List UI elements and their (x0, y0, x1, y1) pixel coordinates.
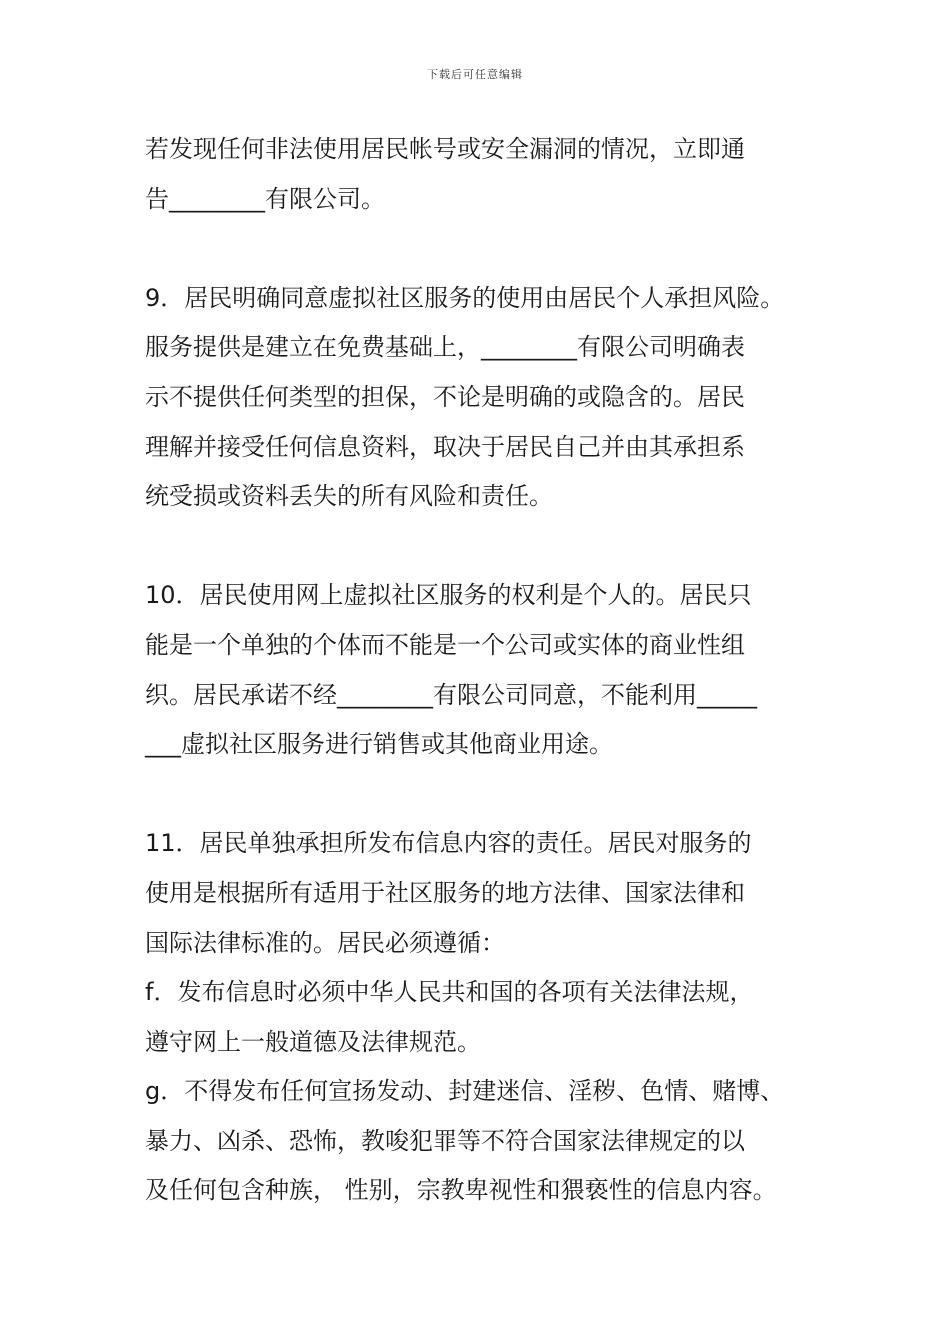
document-body (145, 125, 845, 1216)
paragraph-item-9 (145, 274, 845, 522)
text-line: g．不得发布任何宣扬发动、封建迷信、淫秽、色情、赌博、 (145, 1077, 785, 1106)
text-line: 10．居民使用网上虚拟社区服务的权利是个人的。居民只 (145, 581, 752, 610)
text-line: 若发现任何非法使用居民帐号或安全漏洞的情况，立即通 (145, 135, 745, 163)
paragraph-item-11 (145, 819, 845, 1216)
text-line: 11．居民单独承担所发布信息内容的责任。居民对服务的 (145, 829, 752, 858)
paragraph-spacer (145, 224, 845, 274)
text-line: ___虚拟社区服务进行销售或其他商业用途。 (145, 730, 613, 759)
text-line: 统受损或资料丢失的所有风险和责任。 (145, 482, 553, 511)
text-line: 遵守网上一般道德及法律规范。 (145, 1027, 481, 1056)
text-line: 及任何包含种族， 性别，宗教卑视性和猥亵性的信息内容。 (145, 1176, 777, 1205)
text-line: 能是一个单独的个体而不能是一个公司或实体的商业性组 (145, 630, 745, 659)
text-line: f．发布信息时必须中华人民共和国的各项有关法律法规， (145, 978, 754, 1007)
text-line: 暴力、凶杀、恐怖，教唆犯罪等不符合国家法律规定的以 (145, 1126, 745, 1155)
paragraph-spacer (145, 522, 845, 572)
paragraph-item-10 (145, 571, 845, 769)
page-header: 下载后可任意编辑 (427, 68, 523, 81)
paragraph-spacer (145, 770, 845, 820)
text-line: 理解并接受任何信息资料，取决于居民自己并由其承担系 (145, 432, 745, 461)
text-line: 9．居民明确同意虚拟社区服务的使用由居民个人承担风险。 (145, 283, 785, 312)
text-line: 织。居民承诺不经________有限公司同意，不能利用_____ (145, 680, 757, 709)
text-line: 告________有限公司。 (145, 184, 385, 213)
paragraph-continuation (145, 125, 845, 224)
text-line: 使用是根据所有适用于社区服务的地方法律、国家法律和 (145, 878, 745, 907)
text-line: 示不提供任何类型的担保，不论是明确的或隐含的。居民 (145, 382, 745, 411)
text-line: 服务提供是建立在免费基础上，________有限公司明确表 (145, 333, 745, 362)
text-line: 国际法律标准的。居民必须遵循： (145, 928, 505, 957)
